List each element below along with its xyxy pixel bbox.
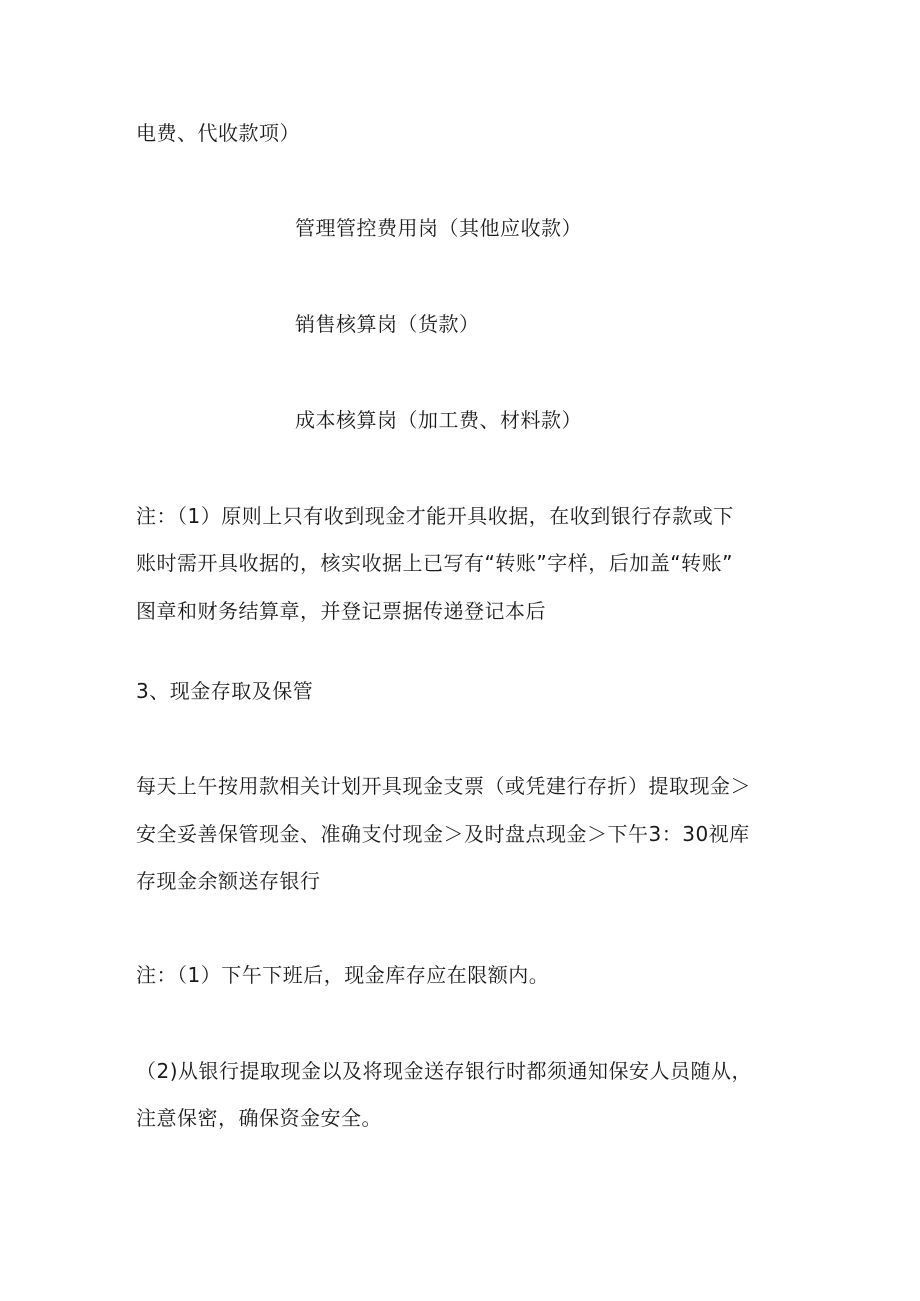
procedure-paragraph-line: 存现金余额送存银行 [136, 869, 321, 893]
procedure-paragraph-line: 安全妥善保管现金、准确支付现金＞及时盘点现金＞下午3：30视库 [136, 822, 750, 846]
note-paragraph-line: 图章和财务结算章，并登记票据传递登记本后 [136, 599, 546, 623]
note-line-security: （2)从银行提取现金以及将现金送存银行时都须通知保安人员随从， [136, 1059, 753, 1083]
note-line-security: 注意保密，确保资金安全。 [136, 1106, 382, 1130]
text-line-cost-post: 成本核算岗（加工费、材料款） [295, 408, 582, 432]
note-line-limit: 注：（1）下午下班后，现金库存应在限额内。 [136, 963, 550, 987]
text-line-management-post: 管理管控费用岗（其他应收款） [295, 216, 582, 240]
text-line-sales-post: 销售核算岗（货款） [295, 312, 480, 336]
procedure-paragraph-line: 每天上午按用款相关计划开具现金支票（或凭建行存折）提取现金＞ [136, 774, 751, 798]
note-paragraph-line: 账时需开具收据的，核实收据上已写有“转账”字样，后加盖“转账” [136, 551, 733, 575]
text-line-fee-items: 电费、代收款项） [136, 121, 300, 145]
note-paragraph-line: 注：（1）原则上只有收到现金才能开具收据，在收到银行存款或下 [136, 504, 734, 528]
section-heading: 3、现金存取及保管 [136, 679, 314, 703]
